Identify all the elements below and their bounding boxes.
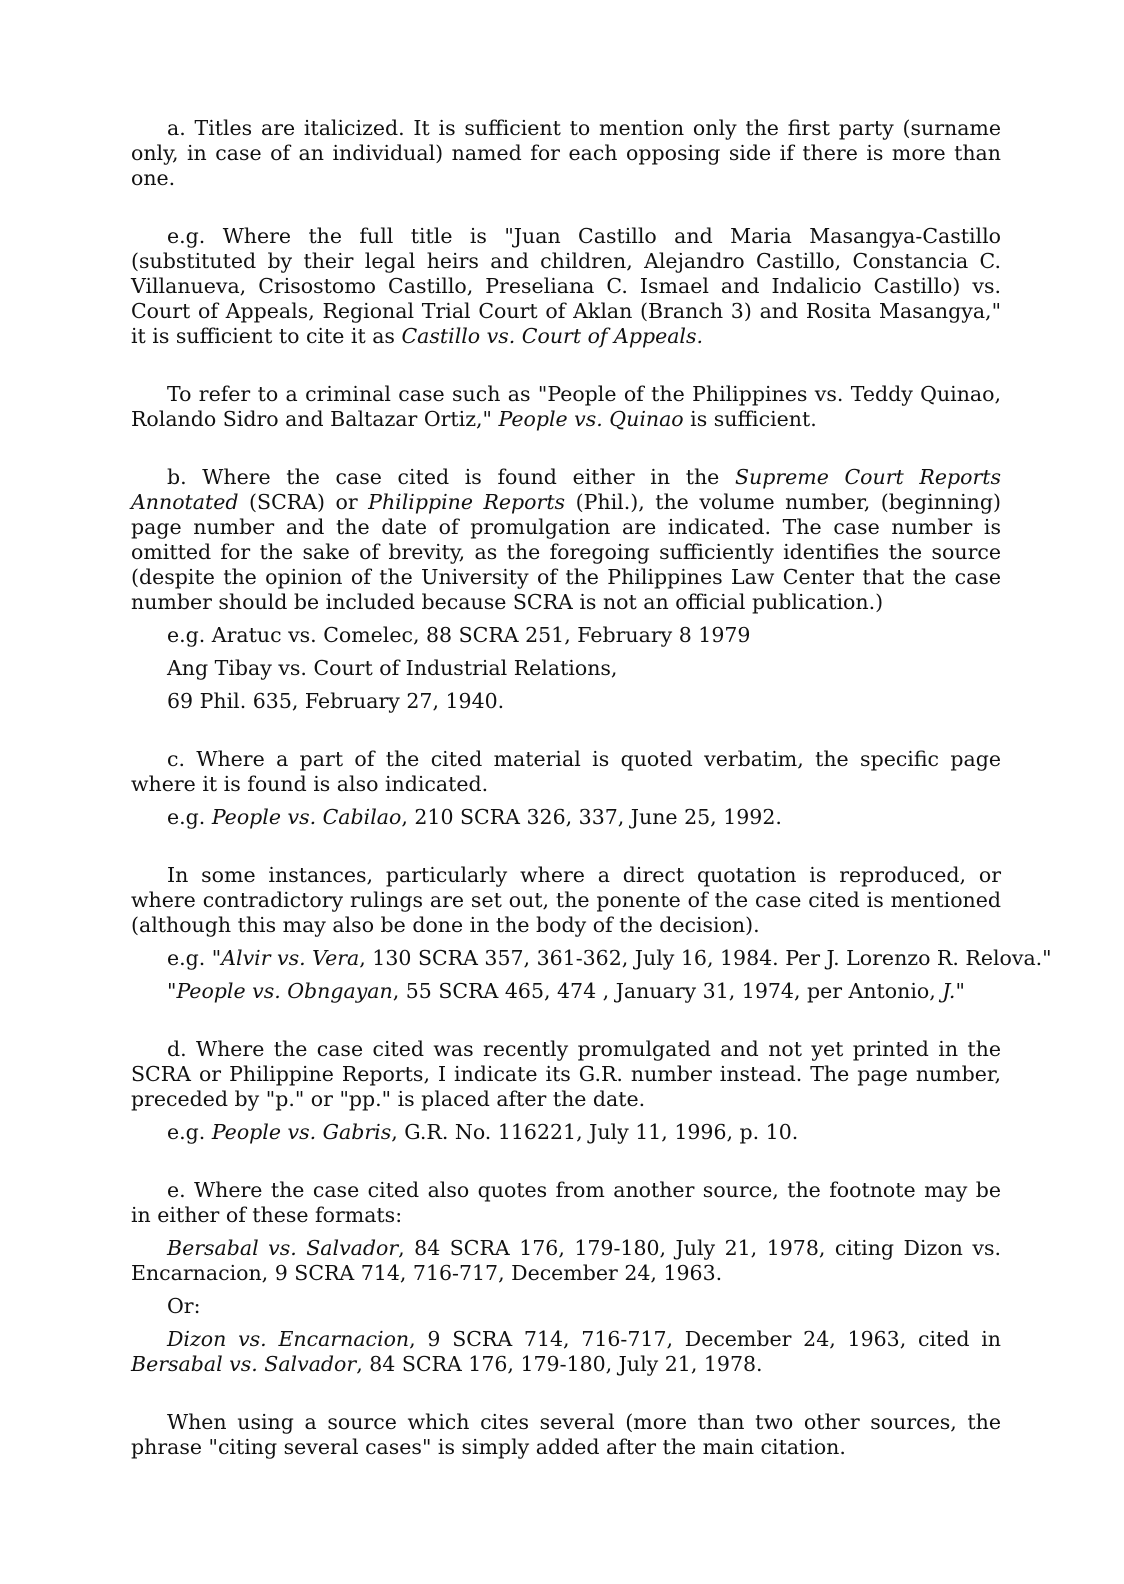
para-e-quotes: e. Where the case cited also quotes from another source, the footnote may be in either of these formats:	[131, 1178, 1001, 1227]
example-bersabal	[131, 1236, 1001, 1286]
para-b-text-1: b. Where the case cited is found either in the	[167, 465, 735, 489]
example-bersabal-ref: , 84 SCRA 176, 179-180, July 21, 1978, citing Dizon vs. Encarnacion, 9 SCRA 714, 716-717, December 24, 1963.	[131, 1236, 1001, 1285]
example-alvir-title: Alvir vs. Vera	[221, 946, 360, 970]
para-a-criminal-citation: People vs. Quinao	[498, 407, 684, 431]
example-cabilao-ref: , 210 SCRA 326, 337, June 25, 1992.	[401, 805, 782, 829]
example-gabris-ref: , G.R. No. 116221, July 11, 1996, p. 10.	[391, 1120, 799, 1144]
example-obngayan-j: J.	[942, 979, 956, 1003]
para-e-several: When using a source which cites several (more than two other sources, the phrase "citing several cases" is simply added after the main citation.	[131, 1410, 1001, 1459]
para-b-scra	[131, 465, 1001, 615]
para-c-verbatim: c. Where a part of the cited material is quoted verbatim, the specific page where it is found is also indicated.	[131, 747, 1001, 796]
para-b-text-2: (SCRA) or	[238, 490, 369, 514]
example-ang-tibay-cont: 69 Phil. 635, February 27, 1940.	[167, 689, 505, 713]
para-a-criminal	[131, 382, 1001, 432]
example-dizon-ref: , 9 SCRA 714, 716-717, December 24, 1963, cited in	[409, 1327, 1001, 1351]
example-obngayan	[131, 979, 1001, 1004]
example-obngayan-title: People vs. Obngayan	[176, 979, 393, 1003]
example-alvir	[131, 946, 1052, 971]
example-gabris	[131, 1120, 1001, 1145]
para-a-criminal-text: To refer to a criminal case such as "People of the Philippines vs. Teddy Quinao, Rolando Sidro and Baltazar Ortiz,"	[131, 382, 1001, 431]
example-alvir-ref: , 130 SCRA 357, 361-362, July 16, 1984. Per J. Lorenzo R. Relova."	[359, 946, 1052, 970]
example-dizon-title: Dizon vs. Encarnacion	[167, 1327, 410, 1351]
example-obngayan-ref: , 55 SCRA 465, 474 , January 31, 1974, per Antonio,	[392, 979, 943, 1003]
example-ang-tibay: Ang Tibay vs. Court of Industrial Relations,	[167, 656, 618, 680]
para-a-titles: a. Titles are italicized. It is sufficient to mention only the first party (surname only, in case of an individual) named for each opposing side if there is more than one.	[131, 116, 1001, 190]
example-obngayan-quote: "	[167, 979, 177, 1003]
example-obngayan-endquote: "	[955, 979, 965, 1003]
para-b-text-3: (Phil.), the volume number, (beginning) page number and the date of promulgation are indicated. The case number is omitted for the sake of brevity, as the foregoing sufficiently identifies the source (despite the opinion of the University of the Philippines Law Center that the case number should be included because SCRA is not an official publication.)	[131, 490, 1001, 614]
example-aratuc: e.g. Aratuc vs. Comelec, 88 SCRA 251, February 8 1979	[167, 623, 751, 647]
para-b-scra-title: Supreme Court Reports Annotated	[131, 465, 1001, 514]
example-gabris-title: People vs. Gabris	[211, 1120, 392, 1144]
example-dizon-cited-title: Bersabal vs. Salvador	[131, 1352, 357, 1376]
example-cabilao	[131, 805, 1001, 830]
document-page	[131, 116, 1052, 1460]
para-a-example-citation: Castillo vs. Court of Appeals.	[401, 324, 704, 348]
para-a-example	[131, 224, 1001, 349]
para-b-phil-title: Philippine Reports	[368, 490, 566, 514]
example-bersabal-title: Bersabal vs. Salvador	[167, 1236, 399, 1260]
para-d-recent: d. Where the case cited was recently promulgated and not yet printed in the SCRA or Philippine Reports, I indicate its G.R. number instead. The page number, preceded by "p." or "pp." is placed after the date.	[131, 1037, 1001, 1111]
example-dizon-cited-ref: , 84 SCRA 176, 179-180, July 21, 1978.	[356, 1352, 763, 1376]
example-gabris-prefix: e.g.	[167, 1120, 212, 1144]
example-or: Or:	[167, 1294, 201, 1318]
example-cabilao-title: People vs. Cabilao	[211, 805, 402, 829]
example-alvir-prefix: e.g. "	[167, 946, 222, 970]
example-cabilao-prefix: e.g.	[167, 805, 212, 829]
para-a-criminal-tail: is sufficient.	[683, 407, 817, 431]
para-a-example-text: e.g. Where the full title is "Juan Castillo and Maria Masangya-Castillo (substituted by their legal heirs and children, Alejandro Castillo, Constancia C. Villanueva, Crisostomo Castillo, Preseliana C. Ismael and Indalicio Castillo) vs. Court of Appeals, Regional Trial Court of Aklan (Branch 3) and Rosita Masangya," it is sufficient to cite it as	[131, 224, 1001, 348]
example-dizon	[131, 1327, 1001, 1377]
para-c-ponente: In some instances, particularly where a direct quotation is reproduced, or where contradictory rulings are set out, the ponente of the case cited is mentioned (although this may also be done in the body of the decision).	[131, 863, 1001, 937]
